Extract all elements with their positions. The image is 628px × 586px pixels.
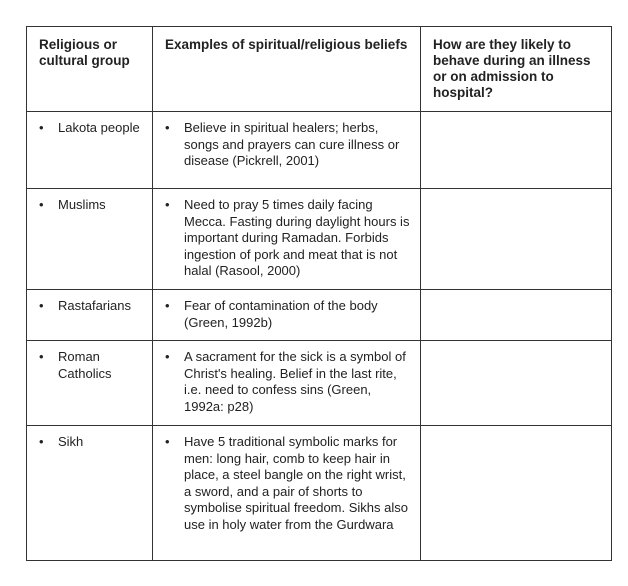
bullet-icon: • bbox=[39, 434, 44, 449]
belief-text: Fear of contamination of the body (Green, 1992b) bbox=[184, 298, 378, 330]
header-beliefs: Examples of spiritual/religious beliefs bbox=[153, 27, 421, 112]
table-row bbox=[27, 341, 612, 426]
group-name: Lakota people bbox=[58, 120, 140, 135]
bullet-icon: • bbox=[39, 298, 44, 313]
bullet-icon: • bbox=[165, 197, 170, 212]
group-name: Rastafarians bbox=[58, 298, 131, 313]
belief-cell bbox=[153, 426, 421, 561]
group-name: Roman Catholics bbox=[58, 349, 112, 381]
group-cell bbox=[27, 189, 153, 290]
group-cell bbox=[27, 341, 153, 426]
belief-cell bbox=[153, 112, 421, 189]
group-cell bbox=[27, 290, 153, 341]
table-row bbox=[27, 290, 612, 341]
behaviour-cell[interactable] bbox=[421, 426, 612, 561]
bullet-icon: • bbox=[39, 120, 44, 135]
beliefs-table bbox=[26, 26, 612, 561]
behaviour-cell[interactable] bbox=[421, 290, 612, 341]
table-row bbox=[27, 112, 612, 189]
header-behaviour: How are they likely to behave during an illness or on admission to hospital? bbox=[421, 27, 612, 112]
bullet-icon: • bbox=[165, 298, 170, 313]
belief-text: Have 5 traditional symbolic marks for men: long hair, comb to keep hair in place, a steel bangle on the right wrist, a sword, and a pair of shorts to symbolise spiritual freedom. Sikhs also use in holy water from the Gurdwara bbox=[184, 434, 408, 532]
header-row bbox=[27, 27, 612, 112]
table-row bbox=[27, 189, 612, 290]
belief-cell bbox=[153, 290, 421, 341]
group-cell bbox=[27, 426, 153, 561]
behaviour-cell[interactable] bbox=[421, 189, 612, 290]
header-group: Religious or cultural group bbox=[27, 27, 153, 112]
table-row bbox=[27, 426, 612, 561]
behaviour-cell[interactable] bbox=[421, 112, 612, 189]
bullet-icon: • bbox=[165, 434, 170, 449]
bullet-icon: • bbox=[39, 197, 44, 212]
bullet-icon: • bbox=[39, 349, 44, 364]
belief-cell bbox=[153, 341, 421, 426]
group-name: Sikh bbox=[58, 434, 84, 449]
belief-cell bbox=[153, 189, 421, 290]
behaviour-cell[interactable] bbox=[421, 341, 612, 426]
group-name: Muslims bbox=[58, 197, 106, 212]
belief-text: A sacrament for the sick is a symbol of Christ's healing. Belief in the last rite, i.e. need to confess sins (Green, 1992a: p28) bbox=[184, 349, 406, 414]
belief-text: Believe in spiritual healers; herbs, songs and prayers can cure illness or disease (Pickrell, 2001) bbox=[184, 120, 400, 168]
group-cell bbox=[27, 112, 153, 189]
bullet-icon: • bbox=[165, 120, 170, 135]
bullet-icon: • bbox=[165, 349, 170, 364]
belief-text: Need to pray 5 times daily facing Mecca. Fasting during daylight hours is important during Ramadan. Forbids ingestion of pork and meat that is not halal (Rasool, 2000) bbox=[184, 197, 410, 278]
